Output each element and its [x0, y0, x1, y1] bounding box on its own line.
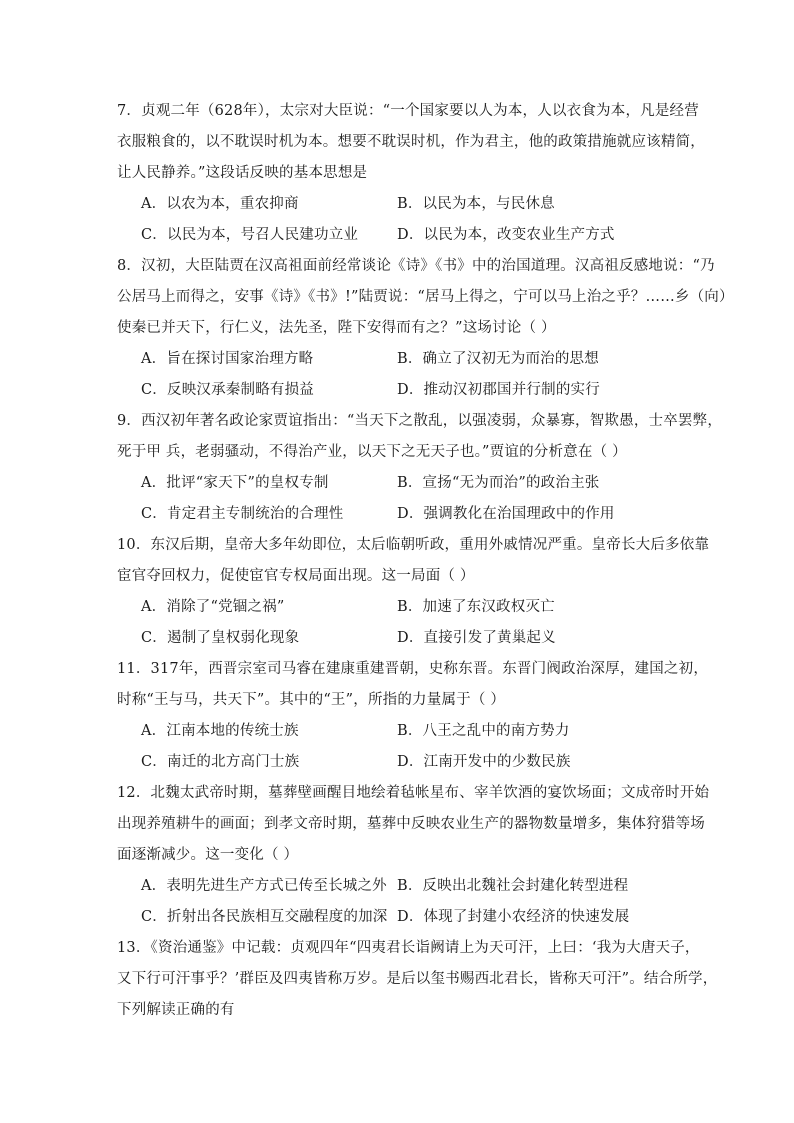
option-b: B．反映出北魏社会封建化转型进程 [397, 878, 629, 894]
question-12 [117, 778, 710, 933]
question-13 [117, 933, 718, 1026]
question-text-line: 7．贞观二年（628年），太宗对大臣说：“一个国家要以人为本，人以衣食为本，凡是经营 [117, 103, 699, 119]
question-text-line: 又下行可汗事乎？’群臣及四夷皆称万岁。是后以玺书赐西北君长，皆称天可汗”。结合所学， [117, 971, 718, 987]
option-c: C．南迁的北方高门士族 [141, 754, 300, 770]
question-text-line: 10．东汉后期，皇帝大多年幼即位，太后临朝听政，重用外戚情况严重。皇帝长大后多依靠 [117, 537, 710, 553]
option-c: C．折射出各民族相互交融程度的加深 [141, 909, 388, 925]
question-text-line: 衣服粮食的，以不耽误时机为本。想要不耽误时机，作为君主，他的政策措施就应该精简， [117, 134, 705, 150]
options-group [117, 871, 710, 933]
question-text-line: 9．西汉初年著名政论家贾谊指出：“当天下之散乱，以强凌弱，众暴寡，智欺愚，士卒罢弊， [117, 413, 723, 429]
option-c: C．以民为本，号召人民建功立业 [141, 227, 359, 243]
option-b: B．确立了汉初无为而治的思想 [397, 351, 599, 367]
question-text-line: 8．汉初，大臣陆贾在汉高祖面前经常谈论《诗》《书》中的治国道理。汉高祖反感地说：“乃 [117, 258, 715, 274]
option-a: A．消除了“党锢之祸” [141, 599, 285, 615]
option-a: A．江南本地的传统士族 [141, 723, 299, 739]
question-9 [117, 406, 723, 530]
option-b: B．加速了东汉政权灭亡 [397, 599, 555, 615]
question-7 [117, 96, 710, 251]
options-group [117, 716, 710, 778]
option-a: A．批评“家天下”的皇权专制 [141, 475, 329, 491]
options-group [117, 344, 710, 406]
question-text-line: 使秦已并天下，行仁义，法先圣，陛下安得而有之？”这场讨论（ ） [117, 320, 556, 336]
option-b: B．八王之乱中的南方势力 [397, 723, 570, 739]
option-d: D．强调教化在治国理政中的作用 [397, 506, 615, 522]
option-a: A．表明先进生产方式已传至长城之外 [141, 878, 387, 894]
question-text-line: 死于甲 兵，老弱骚动，不得治产业，以天下之无天子也。”贾谊的分析意在（ ） [117, 444, 627, 460]
question-text-line: 宦官夺回权力，促使宦官专权局面出现。这一局面（ ） [117, 568, 475, 584]
question-text-line: 12．北魏太武帝时期，墓葬壁画醒目地绘着毡帐星布、宰羊饮酒的宴饮场面；文成帝时开始 [117, 785, 710, 801]
options-group [117, 592, 710, 654]
question-8 [117, 251, 734, 406]
question-text-line: 下列解读正确的有 [117, 1002, 235, 1018]
option-c: C．反映汉承秦制略有损益 [141, 382, 314, 398]
option-d: D．以民为本，改变农业生产方式 [397, 227, 615, 243]
question-text-line: 13．《资治通鉴》中记载：贞观四年“四夷君长诣阙请上为天可汗，上曰：‘我为大唐天子， [117, 940, 700, 956]
question-text-line: 时称“王与马，共天下”。其中的“王”，所指的力量属于（ ） [117, 692, 506, 708]
option-d: D．推动汉初郡国并行制的实行 [397, 382, 600, 398]
option-d: D．体现了封建小农经济的快速发展 [397, 909, 630, 925]
option-b: B．以民为本，与民休息 [397, 196, 555, 212]
options-group [117, 468, 710, 530]
option-a: A．以农为本，重农抑商 [141, 196, 299, 212]
question-text-line: 出现养殖耕牛的画面；到孝文帝时期，墓葬中反映农业生产的器物数量增多，集体狩猎等场 [117, 816, 705, 832]
option-a: A．旨在探讨国家治理方略 [141, 351, 314, 367]
question-11 [117, 654, 710, 778]
question-text-line: 公居马上而得之，安事《诗》《书》!”陆贾说：“居马上得之，宁可以马上治之乎？……乡（向） [117, 289, 734, 305]
option-c: C．肯定君主专制统治的合理性 [141, 506, 344, 522]
question-10 [117, 530, 710, 654]
option-c: C．遏制了皇权弱化现象 [141, 630, 300, 646]
options-group [117, 189, 710, 251]
question-text-line: 让人民静养。”这段话反映的基本思想是 [117, 165, 368, 181]
question-text-line: 面逐渐减少。这一变化（ ） [117, 847, 299, 863]
option-d: D．直接引发了黄巢起义 [397, 630, 556, 646]
option-d: D．江南开发中的少数民族 [397, 754, 571, 770]
option-b: B．宣扬“无为而治”的政治主张 [397, 475, 600, 491]
question-text-line: 11．317年，西晋宗室司马睿在建康重建晋朝，史称东晋。东晋门阀政治深厚，建国之初， [117, 661, 709, 677]
